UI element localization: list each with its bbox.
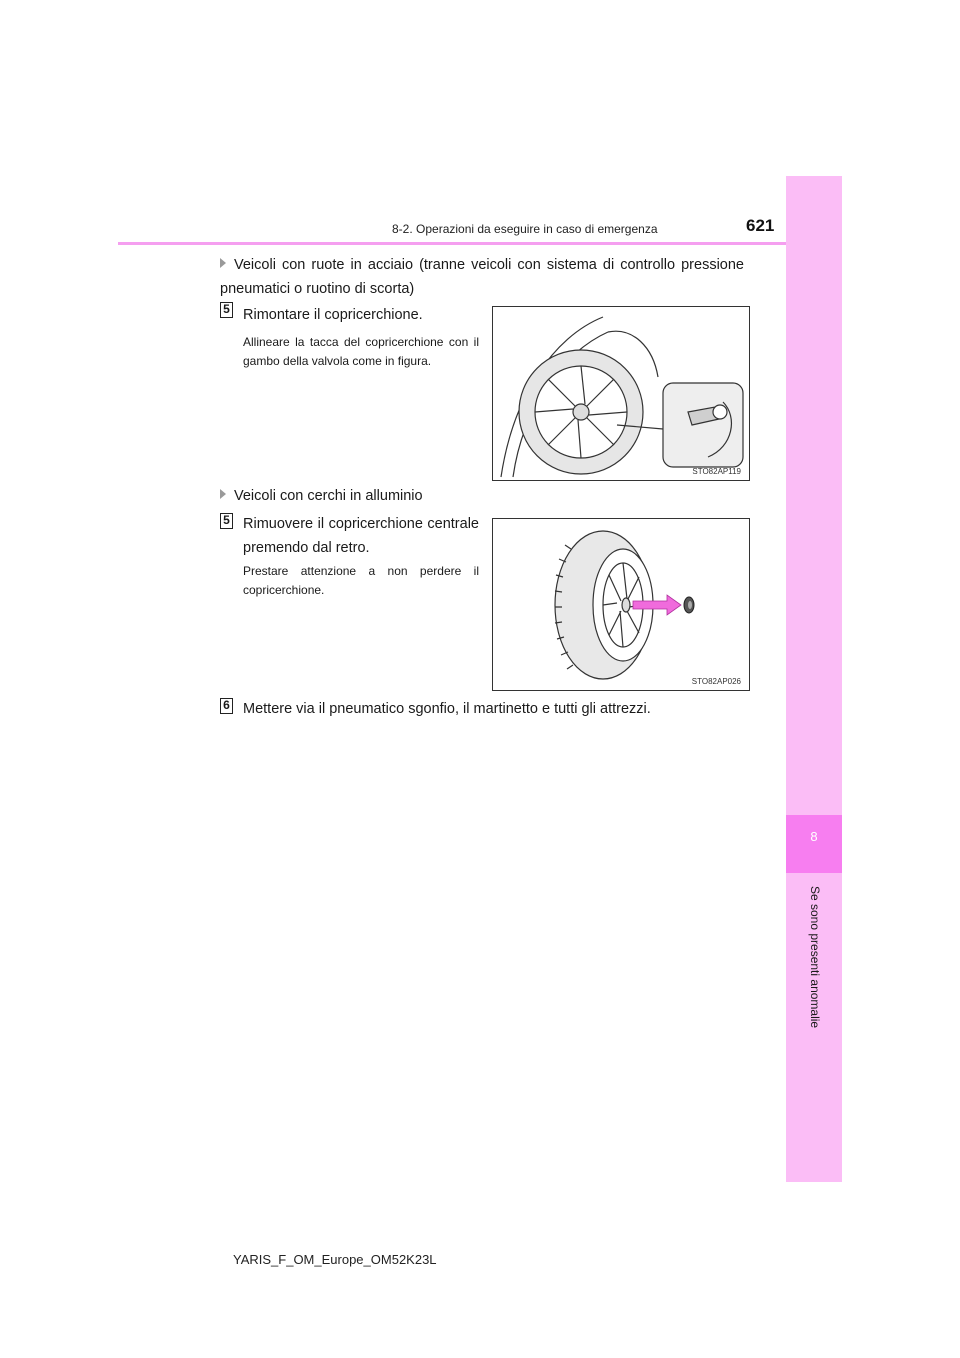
figure-code: STO82AP119: [692, 467, 741, 476]
bullet-steel-wheels: Veicoli con ruote in acciaio (tranne veicoli con sistema di controllo pressione pneumatici o ruotino di scorta): [220, 257, 744, 297]
step-number-badge: 5: [220, 513, 233, 529]
document-code: YARIS_F_OM_Europe_OM52K23L: [233, 1252, 437, 1267]
figure-center-cap-removal: [492, 518, 750, 691]
chapter-label: Se sono presenti anomalie: [808, 886, 822, 1029]
step-instruction: Rimuovere il copricerchione centrale premendo dal retro.: [243, 516, 479, 556]
section-title: 8-2. Operazioni da eseguire in caso di emergenza: [392, 222, 658, 236]
triangle-bullet-icon: [220, 489, 226, 499]
step-note: Prestare attenzione a non perdere il copricerchione.: [243, 564, 479, 597]
step-note: Allineare la tacca del copricerchione con il gambo della valvola come in figura.: [243, 335, 479, 368]
step-instruction: Rimontare il copricerchione.: [243, 307, 423, 323]
chapter-tab-highlight: [786, 815, 842, 873]
hubcap-valve-illustration: [493, 307, 750, 481]
bullet-alloy-wheels: Veicoli con cerchi in alluminio: [220, 484, 490, 508]
step-number-badge: 6: [220, 698, 233, 714]
header-rule: [118, 242, 786, 245]
triangle-bullet-icon: [220, 258, 226, 268]
alloy-wheel-illustration: [493, 519, 750, 691]
figure-code: STO82AP026: [691, 677, 741, 686]
step-number-badge: 5: [220, 302, 233, 318]
step-instruction: Mettere via il pneumatico sgonfio, il martinetto e tutti gli attrezzi.: [243, 701, 651, 717]
chapter-number: 8: [810, 829, 818, 844]
page-number: 621: [746, 216, 775, 235]
figure-hubcap-install: [492, 306, 750, 481]
